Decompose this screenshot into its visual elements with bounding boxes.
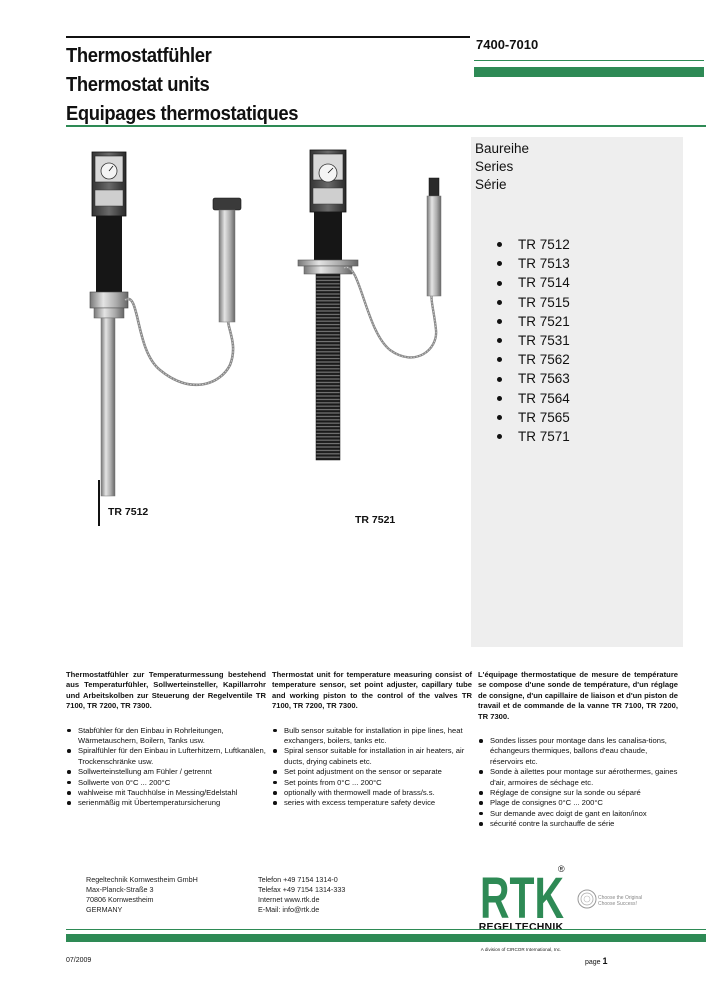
- list-item: Sollwerteinstellung am Fühler / getrennt: [66, 767, 266, 777]
- bullet-icon: [497, 300, 502, 305]
- bullet-icon: [497, 281, 502, 286]
- choose-original-text: Choose the Original Choose Success!: [598, 895, 643, 907]
- document-title: [66, 36, 470, 129]
- column-english: [272, 670, 472, 809]
- series-label-de: Baureihe: [475, 141, 530, 156]
- title-french: Equipages thermostatiques: [66, 103, 299, 125]
- header-divider: [66, 125, 706, 127]
- intro-german: Thermostatfühler zur Temperaturmessung bestehend aus Temperaturfühler, Sollwerteinsteller, Kapillarrohr und Arbeitskolben zur Steuerung der Regelventile TR 7100, TR 7200, TR 7300.: [66, 670, 266, 711]
- list-item: Sonde à ailettes pour montage sur aérothermes, gaines d'air, armoires de séchage etc.: [478, 767, 678, 788]
- list-item: Réglage de consigne sur la sonde ou séparé: [478, 788, 678, 798]
- list-item: optionally with thermowell made of brass/s.s.: [272, 788, 472, 798]
- header-thin-rule: [474, 60, 704, 65]
- series-label-fr: Série: [475, 177, 507, 192]
- list-item: TR 7513: [497, 254, 683, 273]
- list-item: TR 7515: [497, 293, 683, 312]
- list-item: Plage de consignes 0°C ... 200°C: [478, 798, 678, 808]
- website-link: Internet www.rtk.de: [258, 895, 320, 904]
- list-item: TR 7563: [497, 369, 683, 388]
- product-caption-tr7512: TR 7512: [108, 506, 149, 518]
- header-green-bar: [474, 67, 704, 77]
- intro-english: Thermostat unit for temperature measuring consist of temperature sensor, set point adjuster, capillary tube and working piston to the control of the valves TR 7100, TR 7200, TR 7300.: [272, 670, 472, 711]
- list-item: Bulb sensor suitable for installation in pipe lines, heat exchangers, boilers, tanks etc.: [272, 726, 472, 747]
- list-item: Sollwerte von 0°C ... 200°C: [66, 778, 266, 788]
- bullet-icon: [497, 319, 502, 324]
- bullet-icon: [497, 357, 502, 362]
- list-item: serienmäßig mit Übertemperatursicherung: [66, 798, 266, 808]
- bullet-icon: [497, 338, 502, 343]
- list-item: Spiral sensor suitable for installation in air heaters, air ducts, drying cabinets etc.: [272, 746, 472, 767]
- email-link: E-Mail: info@rtk.de: [258, 905, 320, 914]
- circor-seal-icon: [577, 888, 597, 910]
- column-french: [478, 670, 678, 830]
- bullet-icon: [497, 415, 502, 420]
- registered-mark: ®: [558, 864, 565, 874]
- fax-number: Telefax +49 7154 1314-333: [258, 885, 346, 894]
- list-item: Stabfühler für den Einbau in Rohrleitungen, Wärmetauschern, Boilern, Tanks usw.: [66, 726, 266, 747]
- list-item: TR 7571: [497, 427, 683, 446]
- list-item: TR 7562: [497, 350, 683, 369]
- list-item: Set point adjustment on the sensor or separate: [272, 767, 472, 777]
- list-item: TR 7514: [497, 273, 683, 292]
- document-date: 07/2009: [66, 957, 92, 964]
- model-list: [471, 235, 683, 446]
- bullet-icon: [497, 242, 502, 247]
- list-item: TR 7531: [497, 331, 683, 350]
- document-number: 7400-7010: [476, 37, 539, 52]
- list-item: TR 7512: [497, 235, 683, 254]
- list-item: sécurité contre la surchauffe de série: [478, 819, 678, 829]
- list-item: Set points from 0°C ... 200°C: [272, 778, 472, 788]
- rtk-logo-letters: RTK: [480, 866, 565, 922]
- bullet-icon: [497, 396, 502, 401]
- tr7521-product-image: [290, 140, 465, 520]
- phone-number: Telefon +49 7154 1314-0: [258, 875, 338, 884]
- company-address: Regeltechnik Kornwestheim GmbH Max-Planck-Straße 3 70806 Kornwestheim GERMANY: [86, 875, 198, 914]
- logo-company-name: REGELTECHNIK: [478, 921, 564, 933]
- bullet-icon: [497, 377, 502, 382]
- tr7512-product-image: [70, 140, 260, 500]
- caption-line: [98, 480, 100, 526]
- company-contact: [258, 875, 345, 915]
- column-german: [66, 670, 266, 809]
- list-item: TR 7564: [497, 389, 683, 408]
- series-panel: [471, 137, 683, 647]
- bullet-icon: [497, 261, 502, 266]
- bullet-list-german: [66, 726, 266, 809]
- bullet-icon: [497, 434, 502, 439]
- list-item: Sondes lisses pour montage dans les canalisa-tions, échangeurs thermiques, ballons d'eau chaude, réservoirs etc.: [478, 736, 678, 767]
- logo-tagline: A division of CIRCOR International, Inc.: [480, 947, 562, 952]
- footer-thin-rule: [66, 929, 706, 932]
- rtk-logo: [478, 862, 568, 922]
- intro-french: L'équipage thermostatique de mesure de température se compose d'une sonde de température, d'un réglage de consigne, d'un capillaire de liaison et d'un piston de travail et de commande de la vanne TR 7100, TR 7200, TR 7300.: [478, 670, 678, 721]
- title-english: Thermostat units: [66, 74, 210, 96]
- product-caption-tr7521: TR 7521: [355, 514, 396, 526]
- page-number: page 1: [585, 956, 608, 966]
- list-item: TR 7521: [497, 312, 683, 331]
- bullet-list-french: [478, 736, 678, 830]
- series-label-en: Series: [475, 159, 514, 174]
- list-item: Spiralfühler für den Einbau in Lufterhitzern, Luftkanälen, Trockenschränke usw.: [66, 746, 266, 767]
- list-item: TR 7565: [497, 408, 683, 427]
- list-item: series with excess temperature safety device: [272, 798, 472, 808]
- list-item: Sur demande avec doigt de gant en laiton/inox: [478, 809, 678, 819]
- bullet-list-english: [272, 726, 472, 809]
- list-item: wahlweise mit Tauchhülse in Messing/Edelstahl: [66, 788, 266, 798]
- title-german: Thermostatfühler: [66, 45, 212, 67]
- footer-green-bar: [66, 934, 706, 942]
